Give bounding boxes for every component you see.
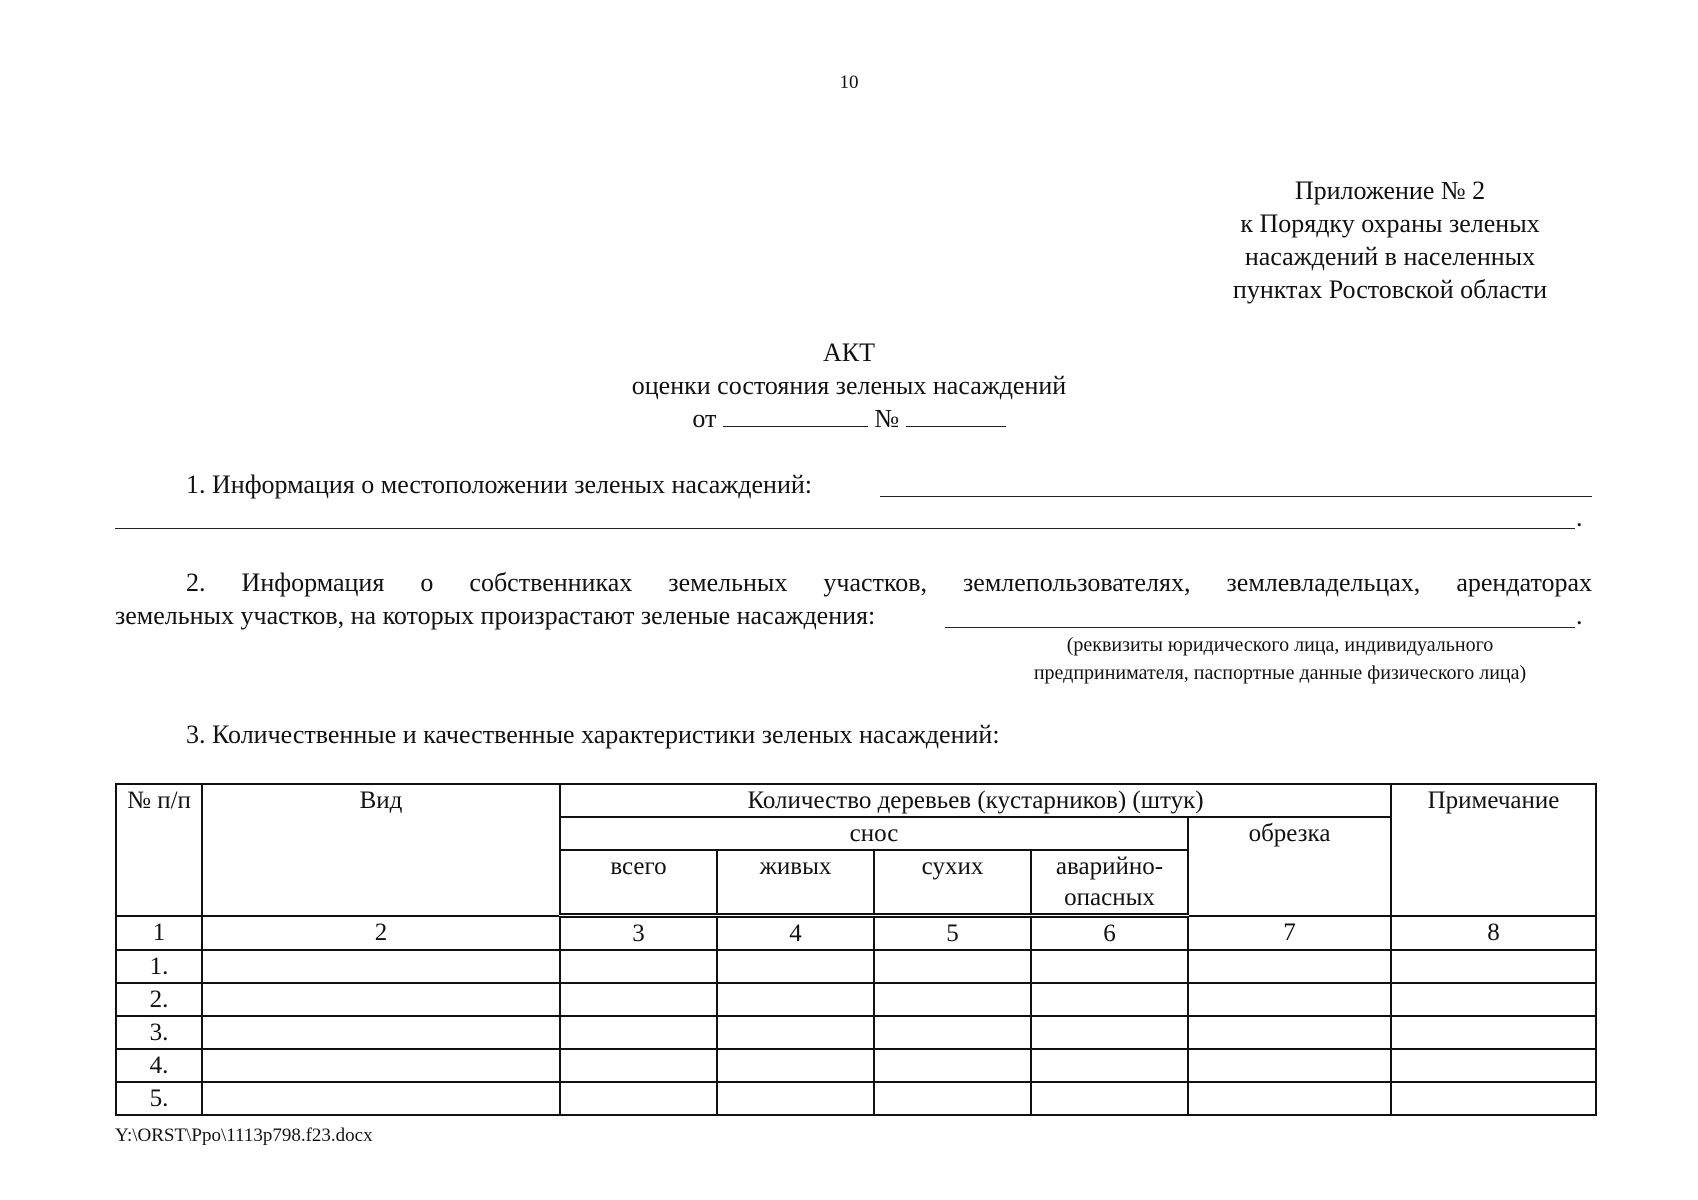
date-prefix: от <box>692 404 717 433</box>
table-cell <box>874 1016 1031 1049</box>
appendix-line: пунктах Ростовской области <box>1232 275 1548 304</box>
table-cell <box>202 950 560 983</box>
table-cell <box>202 983 560 1016</box>
header-emergency-line: аварийно- <box>1055 853 1164 880</box>
table-cell <box>1188 1049 1391 1082</box>
column-number: 2 <box>202 916 560 951</box>
header-quantity: Количество деревьев (кустарников) (штук) <box>560 784 1391 817</box>
header-pruning: обрезка <box>1188 817 1391 916</box>
date-blank <box>723 406 868 427</box>
table-row <box>116 1016 1596 1049</box>
row-number: 1. <box>116 950 202 983</box>
table-cell <box>1188 1016 1391 1049</box>
table-cell <box>1188 950 1391 983</box>
table-cell <box>560 950 717 983</box>
header-removal: снос <box>560 817 1188 850</box>
table-cell <box>1031 1016 1188 1049</box>
act-title-block <box>0 336 1698 435</box>
table-cell <box>717 983 874 1016</box>
act-subtitle: оценки состояния зеленых насаждений <box>631 371 1067 400</box>
section1-end-mark: . <box>1576 503 1583 532</box>
number-sign: № <box>874 404 900 433</box>
table-cell <box>1188 983 1391 1016</box>
appendix-line: Приложение № 2 <box>1294 176 1486 205</box>
column-number: 1 <box>116 916 202 951</box>
table-cell <box>1391 1082 1596 1115</box>
header-alive: живых <box>717 850 874 916</box>
section3-text: 3. Количественные и качественные характеристики зеленых насаждений: <box>186 720 1000 749</box>
characteristics-table <box>115 783 1597 1116</box>
table-cell <box>560 1082 717 1115</box>
section2-blank-line <box>945 627 1575 628</box>
header-total: всего <box>560 850 717 916</box>
table-cell <box>1391 1049 1596 1082</box>
act-title: АКТ <box>823 338 875 367</box>
table-cell <box>874 950 1031 983</box>
column-number-row <box>116 916 1596 951</box>
column-number: 7 <box>1188 916 1391 951</box>
table-row <box>116 1082 1596 1115</box>
appendix-header <box>1180 174 1600 306</box>
table-row <box>116 950 1596 983</box>
table-cell <box>717 1049 874 1082</box>
table-cell <box>1031 1049 1188 1082</box>
table-cell <box>202 1082 560 1115</box>
table-cell <box>560 1049 717 1082</box>
table-cell <box>874 1049 1031 1082</box>
table-cell <box>717 1082 874 1115</box>
section2-line1: 2. Информация о собственниках земельных участков, землепользователях, землевладельцах, арендаторах <box>186 568 1592 597</box>
table-cell <box>202 1016 560 1049</box>
footer-file-path: Y:\ORST\Ppo\1113p798.f23.docx <box>115 1125 373 1146</box>
table-row <box>116 983 1596 1016</box>
table-cell <box>202 1049 560 1082</box>
section1-blank-line <box>880 496 1592 497</box>
column-number: 4 <box>717 916 874 951</box>
section2-hint-line: предпринимателя, паспортные данные физического лица) <box>1033 662 1527 684</box>
appendix-line: к Порядку охраны зеленых <box>1240 209 1540 238</box>
header-note: Примечание <box>1391 784 1596 916</box>
table-cell <box>560 1016 717 1049</box>
table-cell <box>1391 1016 1596 1049</box>
header-emergency <box>1031 850 1188 916</box>
header-kind: Вид <box>202 784 560 916</box>
column-number: 6 <box>1031 916 1188 951</box>
table-cell <box>1031 950 1188 983</box>
section2-end-mark: . <box>1576 601 1583 630</box>
row-number: 2. <box>116 983 202 1016</box>
table-cell <box>1031 983 1188 1016</box>
table-cell <box>874 983 1031 1016</box>
header-dry: сухих <box>874 850 1031 916</box>
section2-line2: земельных участков, на которых произрастают зеленые насаждения: <box>115 601 876 630</box>
header-emergency-line: опасных <box>1064 884 1155 911</box>
column-number: 3 <box>560 916 717 951</box>
table-cell <box>717 1016 874 1049</box>
section1-blank-line-2 <box>115 528 1575 529</box>
number-blank <box>906 406 1006 427</box>
table-cell <box>1391 950 1596 983</box>
section2-hint-line: (реквизиты юридического лица, индивидуального <box>1066 634 1494 656</box>
table-cell <box>1031 1082 1188 1115</box>
header-num: № п/п <box>116 784 202 916</box>
row-number: 5. <box>116 1082 202 1115</box>
table-row <box>116 1049 1596 1082</box>
table-cell <box>1391 983 1596 1016</box>
row-number: 4. <box>116 1049 202 1082</box>
section1-text: 1. Информация о местоположении зеленых насаждений: <box>186 470 813 499</box>
row-number: 3. <box>116 1016 202 1049</box>
table-cell <box>1188 1082 1391 1115</box>
appendix-line: насаждений в населенных <box>1244 242 1536 271</box>
act-date-line <box>0 402 1698 435</box>
column-number: 5 <box>874 916 1031 951</box>
table-cell <box>874 1082 1031 1115</box>
table-cell <box>560 983 717 1016</box>
section2-hint <box>960 631 1600 687</box>
table-cell <box>717 950 874 983</box>
column-number: 8 <box>1391 916 1596 951</box>
page-number: 10 <box>839 72 859 93</box>
